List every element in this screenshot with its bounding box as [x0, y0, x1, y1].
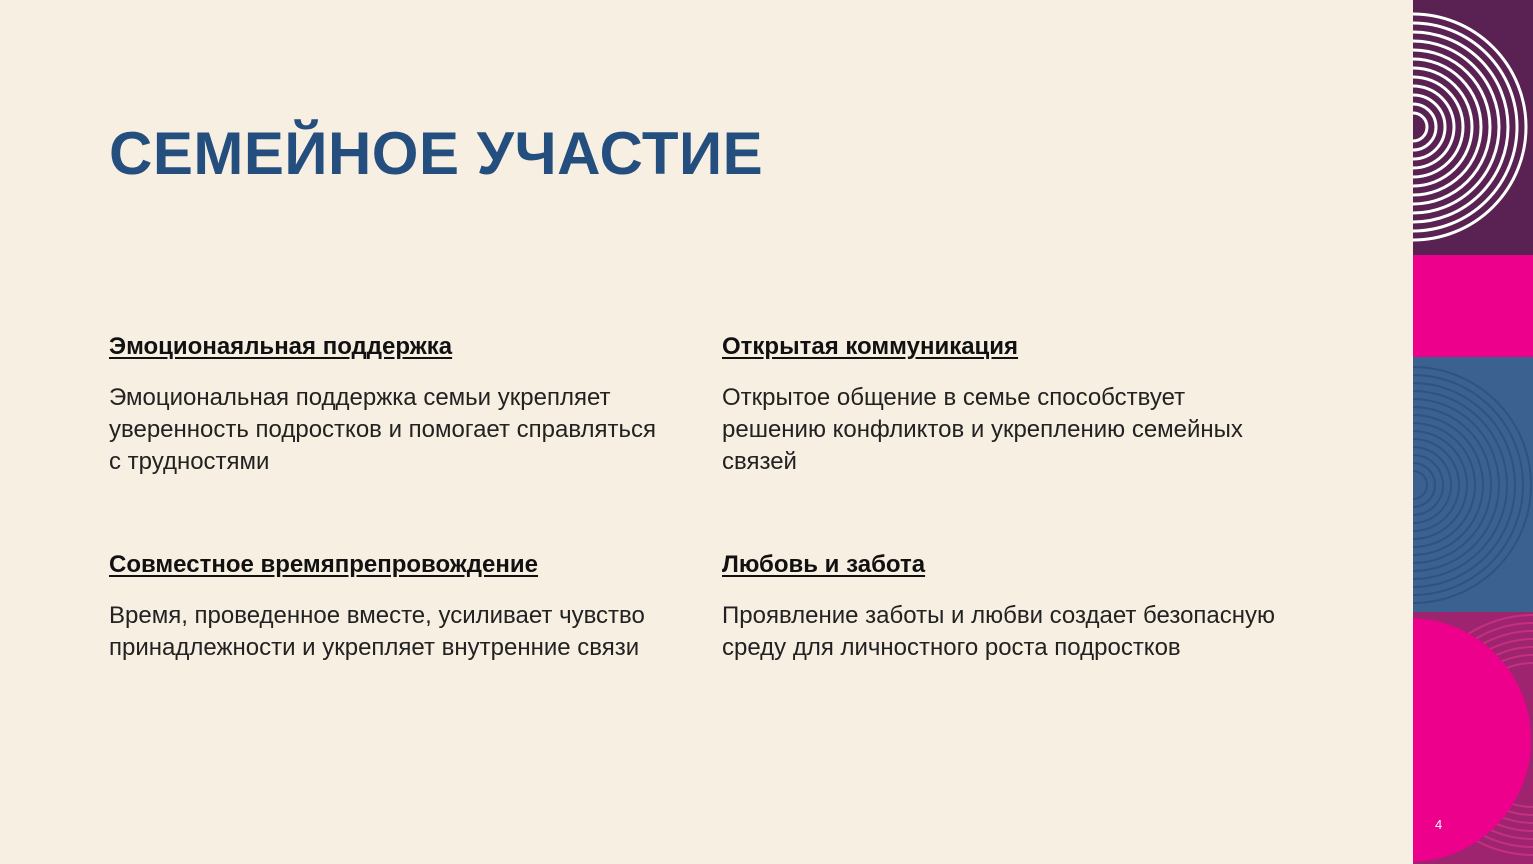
section-text: Открытое общение в семье способствует решению конфликтов и укреплению семейных связей: [722, 384, 1243, 475]
section-text: Эмоциональная поддержка семьи укрепляет уверенность подростков и помогает справляться с трудностями: [109, 384, 657, 475]
section-emotional-support: [109, 332, 669, 478]
deco-magenta-block: [1413, 255, 1533, 357]
section-text: Время, проведенное вместе, усиливает чувство принадлежности и укрепляет внутренние связи: [109, 602, 645, 661]
page-number: 4: [1435, 817, 1443, 832]
section-heading: Любовь и забота: [722, 551, 926, 578]
section-heading: Совместное времяпрепровождение: [109, 551, 538, 578]
section-love-care: [722, 550, 1282, 664]
section-heading: Эмоционаяльная поддержка: [109, 333, 453, 360]
decorative-side-panel: [1413, 0, 1533, 864]
section-heading: Открытая коммуникация: [722, 333, 1019, 360]
section-open-communication: [722, 332, 1282, 478]
slide-title: СЕМЕЙНОЕ УЧАСТИЕ: [109, 120, 764, 187]
section-time-together: [109, 550, 669, 664]
section-text: Проявление заботы и любви создает безопасную среду для личностного роста подростков: [722, 602, 1276, 661]
